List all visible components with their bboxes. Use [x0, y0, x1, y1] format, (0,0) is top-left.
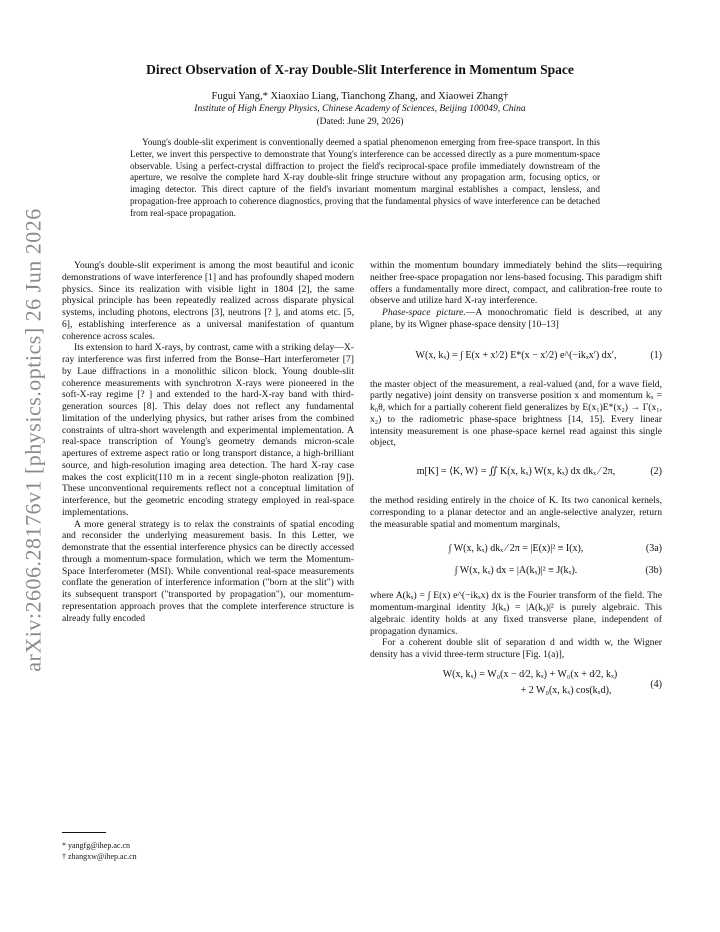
- equation-3a: [370, 538, 662, 560]
- date-line: (Dated: June 29, 2026): [316, 117, 404, 127]
- equation-number: (3b): [645, 565, 662, 577]
- equation-1: [370, 339, 662, 373]
- equation-4: [370, 667, 662, 703]
- paragraph: Its extension to hard X-rays, by contrast, came with a striking delay—X-ray interference was first inferred from the Bonse–Hart interferometer [7] by Laue diffractions in a monolithic silicon block. Young double-slit coherence measurements with synchrotron X-rays were pioneered in the soft-X-ray regime [? ] and extended to the hard-X-ray band with third-generation sources [8]. This delay does not reflect any fundamental limitation of the underlying physics, but rather arises from the combined constraints of ultra-short wavelength and experimental implementation. A real-space transcription of Young's geometry demands micron-scale apertures of extreme aspect ratio or long transport distance, a high-brilliant source, and high-resolution imaging area detection. The hard X-ray case makes the cost explicit(110 m in a recent single-photon realization [9]). These unconventional requirements reflect not a conceptual limitation of interference, but the geometric encoding strategy employed in real-space implementations.: [62, 342, 354, 518]
- right-column: [370, 260, 662, 703]
- equation-number: (2): [650, 466, 662, 477]
- section-heading: Phase-space picture.: [382, 307, 466, 318]
- equation-body: ∫ W(x, kₓ) dkₓ ⁄ 2π = |E(x)|² ≡ I(x),: [448, 543, 584, 555]
- section-body: —A monochromatic field is described, at any plane, by its Wigner phase-space density [10–13]: [370, 307, 662, 330]
- equation-body: ∫ W(x, kₓ) dx = |A(kₓ)|² ≡ J(kₓ).: [454, 565, 578, 577]
- equation-3b: [370, 560, 662, 582]
- footnotes: [62, 840, 354, 862]
- affiliation: Institute of High Energy Physics, Chinese Academy of Sciences, Beijing 100049, China: [194, 104, 526, 114]
- paragraph: For a coherent double slit of separation d and width w, the Wigner density has a vivid three-term structure [Fig. 1(a)],: [370, 637, 662, 660]
- paragraph: within the momentum boundary immediately behind the slits—requiring neither free-space propagation nor lens-based focusing. This paradigm shift offers a fundamentally more direct, compact, and calibration-free route to observe and utilize hard X-ray interference.: [370, 260, 662, 307]
- paper-title: Direct Observation of X-ray Double-Slit Interference in Momentum Space: [146, 62, 574, 77]
- section-paragraph: [370, 307, 662, 331]
- equation-line: + 2 W₀(x, kₓ) cos(kₓd),: [520, 684, 612, 696]
- footnote: * yangfg@ihep.ac.cn: [62, 841, 131, 850]
- equation-body: m[K] = ⟨K, W⟩ = ∬ K(x, kₓ) W(x, kₓ) dx dkₓ ⁄ 2π,: [416, 466, 616, 477]
- equation-body: W(x, kₓ) = ∫ E(x + x′⁄2) E*(x − x′⁄2) e^(−ikₓx′) dx′,: [415, 349, 617, 361]
- footnote-rule: [62, 832, 106, 833]
- arxiv-id: arXiv:2606.28176v1 [physics.optics] 26 Jun 2026: [21, 208, 46, 672]
- paragraph: the master object of the measurement, a real-valued (and, for a wave field, partly negative) joint density on transverse position x and momentum kₓ = k₀θ, which for a partially coherent field generalizes by E(x₁)E*(x₂) → Γ(x₁, x₂) to the radiometric phase-space brightness [14, 15]. Every linear intensity measurement is one phase-space kernel read against this single object,: [370, 378, 662, 449]
- author-list: Fugui Yang,* Xiaoxiao Liang, Tianchong Zhang, and Xiaowei Zhang†: [211, 91, 509, 102]
- paragraph: A more general strategy is to relax the constraints of spatial encoding and reconsider the underlying measurement basis. In this Letter, we demonstrate that the essential interference physics can be directly accessed through a momentum-space formulation, which we term the Momentum-Space Interferometer (MSI). While conventional real-space measurements conflate the generation of interference information ("born at the slit") with its subsequent transport ("transported by propagation"), our momentum-representation approach proves that the complete interference structure is already fully encoded: [62, 518, 354, 624]
- equation-number: (3a): [645, 543, 662, 555]
- abstract: Young's double-slit experiment is conventionally deemed a spatial phenomenon emerging from free-space transport. In this Letter, we invert this perspective to demonstrate that Young's interference can be accessed directly as a pure momentum-space observable. Using a perfect-crystal diffraction to project the field's reciprocal-space profile immediately downstream of the aperture, we resolve the complete hard X-ray double-slit fringe structure without any propagation arm, focusing optics, or imaging detector. This direct capture of the field's invariant momentum marginal establishes a compact, lensless, and propagation-free approach to coherence diagnostics, proving that the fundamental physics of wave interference can be detached from real-space propagation.: [130, 137, 600, 218]
- equation-2: [370, 455, 662, 489]
- equation-line: W(x, kₓ) = W₀(x − d⁄2, kₓ) + W₀(x + d⁄2, kₓ): [442, 668, 618, 680]
- left-column: [62, 260, 354, 624]
- paragraph: the method residing entirely in the choice of K. Its two canonical kernels, corresponding to a planar detector and an angle-selective analyzer, return the measurable spatial and momentum marginals,: [370, 495, 662, 530]
- paragraph: Young's double-slit experiment is among the most beautiful and iconic demonstrations of wave interference [1] and has profoundly shaped modern physics. Since its realization with visible light in 1804 [2], the same physical principle has been repeatedly realized across disparate physical systems, including photons, electrons [3], neutrons [? ], and atoms etc. [5, 6], establishing interference as a universal manifestation of quantum coherence across scales.: [62, 260, 354, 342]
- equation-number: (4): [650, 678, 662, 690]
- footnote: † zhangxw@ihep.ac.cn: [62, 852, 137, 861]
- paragraph: where A(kₓ) = ∫ E(x) e^(−ikₓx) dx is the Fourier transform of the field. The momentum-marginal identity J(kₓ) = |A(kₓ)|² is purely algebraic. This algebraic identity holds at any fixed transverse plane, independent of propagation dynamics.: [370, 590, 662, 637]
- arxiv-sidebar-stamp: [12, 208, 56, 672]
- equation-number: (1): [650, 349, 662, 361]
